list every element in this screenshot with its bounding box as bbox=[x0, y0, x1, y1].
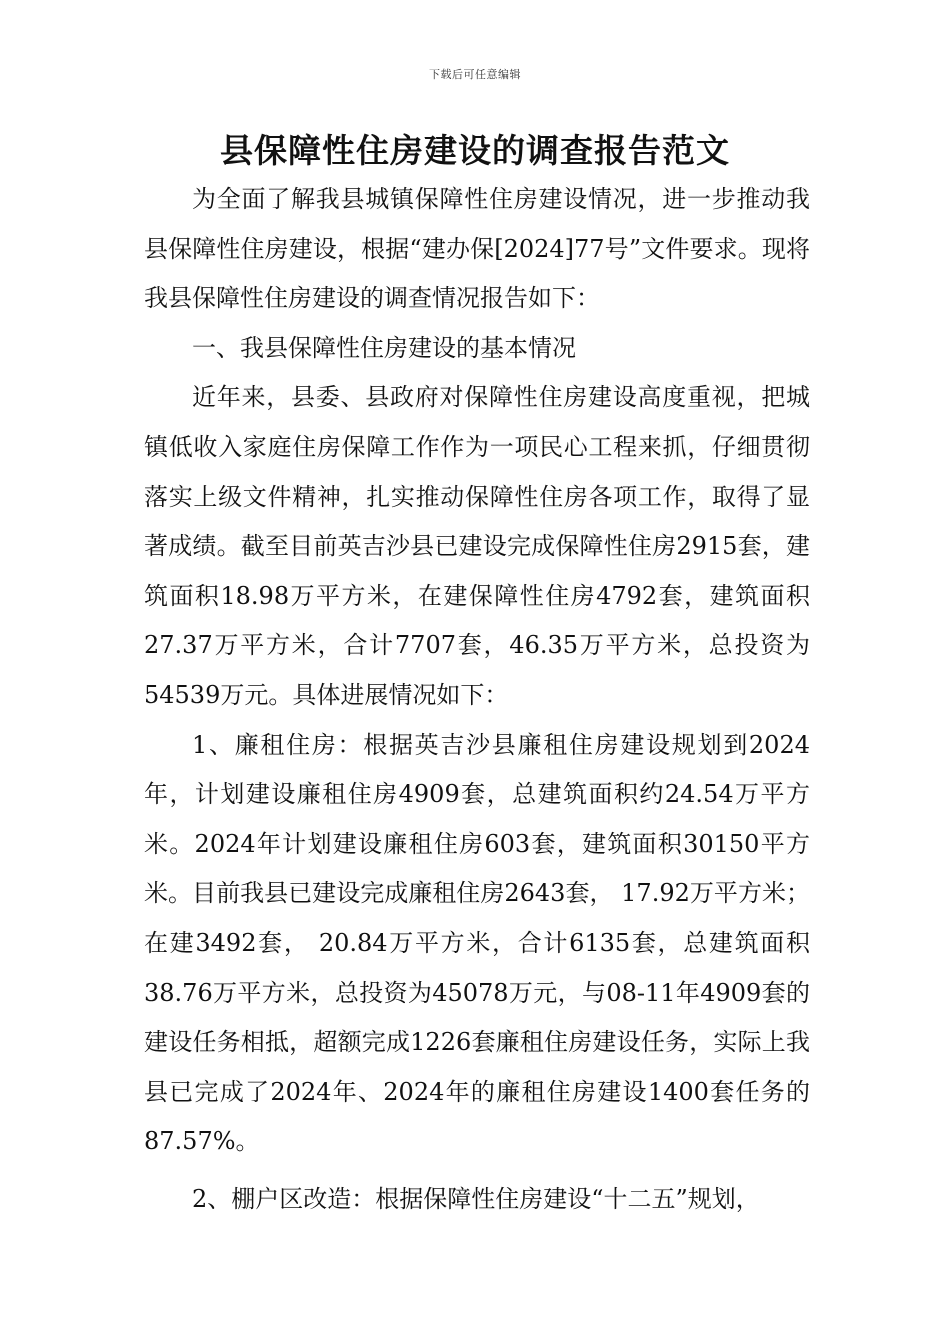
document-body bbox=[144, 175, 810, 1224]
paragraph-intro: 为全面了解我县城镇保障性住房建设情况，进一步推动我县保障性住房建设，根据“建办保[2024]77号”文件要求。现将我县保障性住房建设的调查情况报告如下： bbox=[144, 185, 810, 313]
header-note: 下载后可任意编辑 bbox=[429, 68, 521, 81]
paragraph-shantytown-renovation: 2、棚户区改造：根据保障性住房建设“十二五”规划， bbox=[192, 1184, 760, 1213]
document-title: 县保障性住房建设的调查报告范文 bbox=[220, 131, 730, 170]
paragraph-low-rent-housing: 1、廉租住房：根据英吉沙县廉租住房建设规划到2024年，计划建设廉租住房4909套，总建筑面积约24.54万平方米。2024年计划建设廉租住房603套，建筑面积30150平方米。目前我县已建设完成廉租住房2643套， 17.92万平方米；在建3492套， 20.84万平方米，合计6135套，总建筑面积38.76万平方米，总投资为45078万元，与08-11年4909套的建设任务相抵，超额完成1226套廉租住房建设任务，实际上我县已完成了2024年、2024年的廉租住房建设1400套任务的87.57%。 bbox=[144, 730, 810, 1156]
paragraph-basic-situation: 近年来，县委、县政府对保障性住房建设高度重视，把城镇低收入家庭住房保障工作作为一项民心工程来抓，仔细贯彻落实上级文件精神，扎实推动保障性住房各项工作，取得了显著成绩。截至目前英吉沙县已建设完成保障性住房2915套，建筑面积18.98万平方米，在建保障性住房4792套，建筑面积27.37万平方米，合计7707套，46.35万平方米，总投资为54539万元。具体进展情况如下： bbox=[144, 383, 810, 709]
section-heading-1: 一、我县保障性住房建设的基本情况 bbox=[192, 333, 576, 362]
